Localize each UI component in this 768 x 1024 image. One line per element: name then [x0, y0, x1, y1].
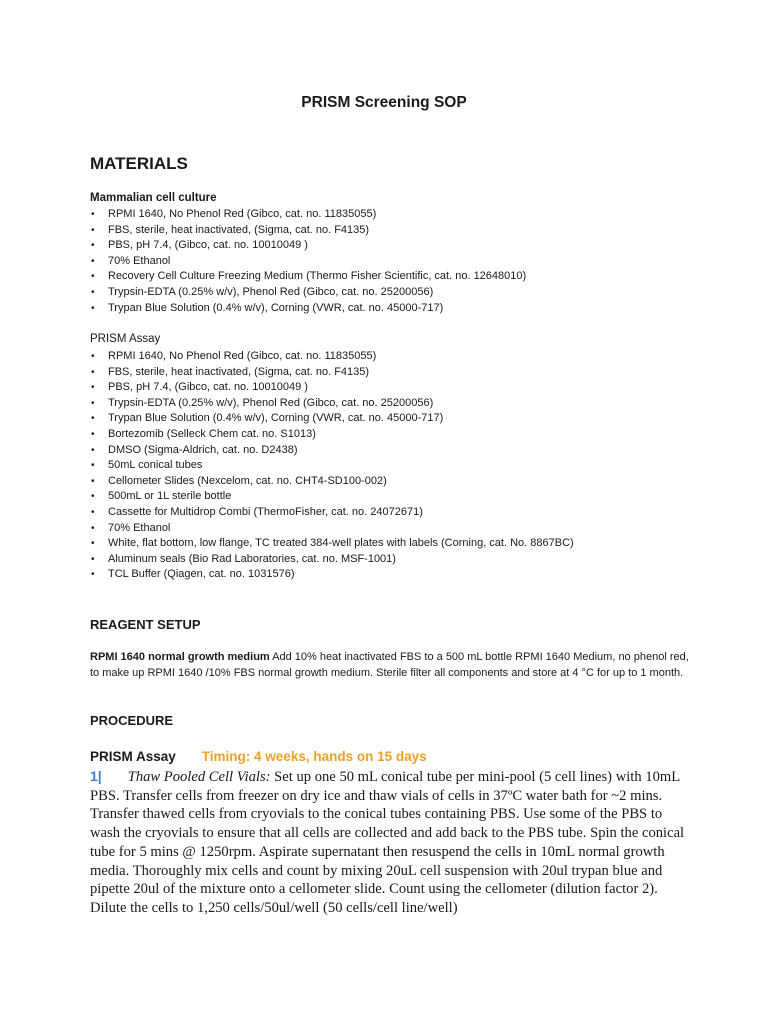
reagent-setup-paragraph [90, 650, 690, 681]
reagent-setup-label: RPMI 1640 normal growth medium [90, 651, 270, 663]
list-item: • Trypan Blue Solution (0.4% w/v), Corning (VWR, cat. no. 45000-717) [90, 411, 574, 427]
reagent-setup-text: Add 10% heat inactivated FBS to a 500 mL bottle RPMI 1640 Medium, no phenol red, to make up RPMI 1640 /10% FBS normal growth medium. Sterile filter all components and store at 4 °C for up to 1 month. [90, 651, 689, 679]
list-item: • PBS, pH 7.4, (Gibco, cat. no. 10010049 ) [90, 238, 526, 254]
step-number: 1| [90, 768, 102, 784]
prism-assay-procedure-heading [90, 749, 427, 764]
list-item: • DMSO (Sigma-Aldrich, cat. no. D2438) [90, 443, 574, 459]
list-item: • White, flat bottom, low flange, TC treated 384-well plates with labels (Corning, cat. No. 8867BC) [90, 536, 574, 552]
list-item: • Trypsin-EDTA (0.25% w/v), Phenol Red (Gibco, cat. no. 25200056) [90, 285, 526, 301]
cell-culture-heading: Mammalian cell culture [90, 192, 217, 204]
list-item: • Recovery Cell Culture Freezing Medium (Thermo Fisher Scientific, cat. no. 12648010) [90, 269, 526, 285]
list-item: • 70% Ethanol [90, 254, 526, 270]
list-item: • PBS, pH 7.4, (Gibco, cat. no. 10010049 ) [90, 380, 574, 396]
list-item: • 50mL conical tubes [90, 458, 574, 474]
prism-assay-list [90, 349, 574, 583]
list-item: • Trypsin-EDTA (0.25% w/v), Phenol Red (Gibco, cat. no. 25200056) [90, 396, 574, 412]
list-item: • RPMI 1640, No Phenol Red (Gibco, cat. no. 11835055) [90, 207, 526, 223]
document-title: PRISM Screening SOP [301, 94, 467, 111]
procedure-heading: PROCEDURE [90, 713, 174, 728]
timing-label: Timing: 4 weeks, hands on 15 days [201, 749, 427, 764]
list-item: • TCL Buffer (Qiagen, cat. no. 1031576) [90, 567, 574, 583]
list-item: • Cellometer Slides (Nexcelom, cat. no. CHT4-SD100-002) [90, 474, 574, 490]
step-title: Thaw Pooled Cell Vials: [127, 769, 271, 785]
reagent-setup-heading: REAGENT SETUP [90, 617, 201, 632]
cell-culture-list [90, 207, 526, 316]
list-item: • Trypan Blue Solution (0.4% w/v), Corning (VWR, cat. no. 45000-717) [90, 301, 526, 317]
prism-assay-heading: PRISM Assay [90, 333, 161, 345]
list-item: • Aluminum seals (Bio Rad Laboratories, cat. no. MSF-1001) [90, 552, 574, 568]
list-item: • RPMI 1640, No Phenol Red (Gibco, cat. no. 11835055) [90, 349, 574, 365]
list-item: • Bortezomib (Selleck Chem cat. no. S1013) [90, 427, 574, 443]
step-text: Set up one 50 mL conical tube per mini-pool (5 cell lines) with 10mL PBS. Transfer cells from freezer on dry ice and thaw vials of cells in 37ºC water bath for ~2 mins. Transfer thawed cells from cryovials to the conical tubes containing PBS. Use some of the PBS to wash the cryovials to ensure that all cells are collected and add back to the PBS tube. Spin the conical tube for 5 mins @ 1250rpm. Aspirate supernatant then resuspend the cells in 10mL normal growth media. Thoroughly mix cells and count by mixing 20uL cell suspension with 20ul trypan blue and pipette 20ul of the mixture onto a cellometer slide. Count using the cellometer (dilution factor 2). Dilute the cells to 1,250 cells/50ul/well (50 cells/cell line/well) [90, 769, 685, 916]
list-item: • 500mL or 1L sterile bottle [90, 489, 574, 505]
materials-heading: MATERIALS [90, 154, 188, 173]
list-item: • FBS, sterile, heat inactivated, (Sigma, cat. no. F4135) [90, 223, 526, 239]
prism-assay-label: PRISM Assay [90, 749, 176, 764]
list-item: • Cassette for Multidrop Combi (ThermoFisher, cat. no. 24072671) [90, 505, 574, 521]
list-item: • FBS, sterile, heat inactivated, (Sigma, cat. no. F4135) [90, 365, 574, 381]
list-item: • 70% Ethanol [90, 521, 574, 537]
step-1 [90, 767, 690, 918]
